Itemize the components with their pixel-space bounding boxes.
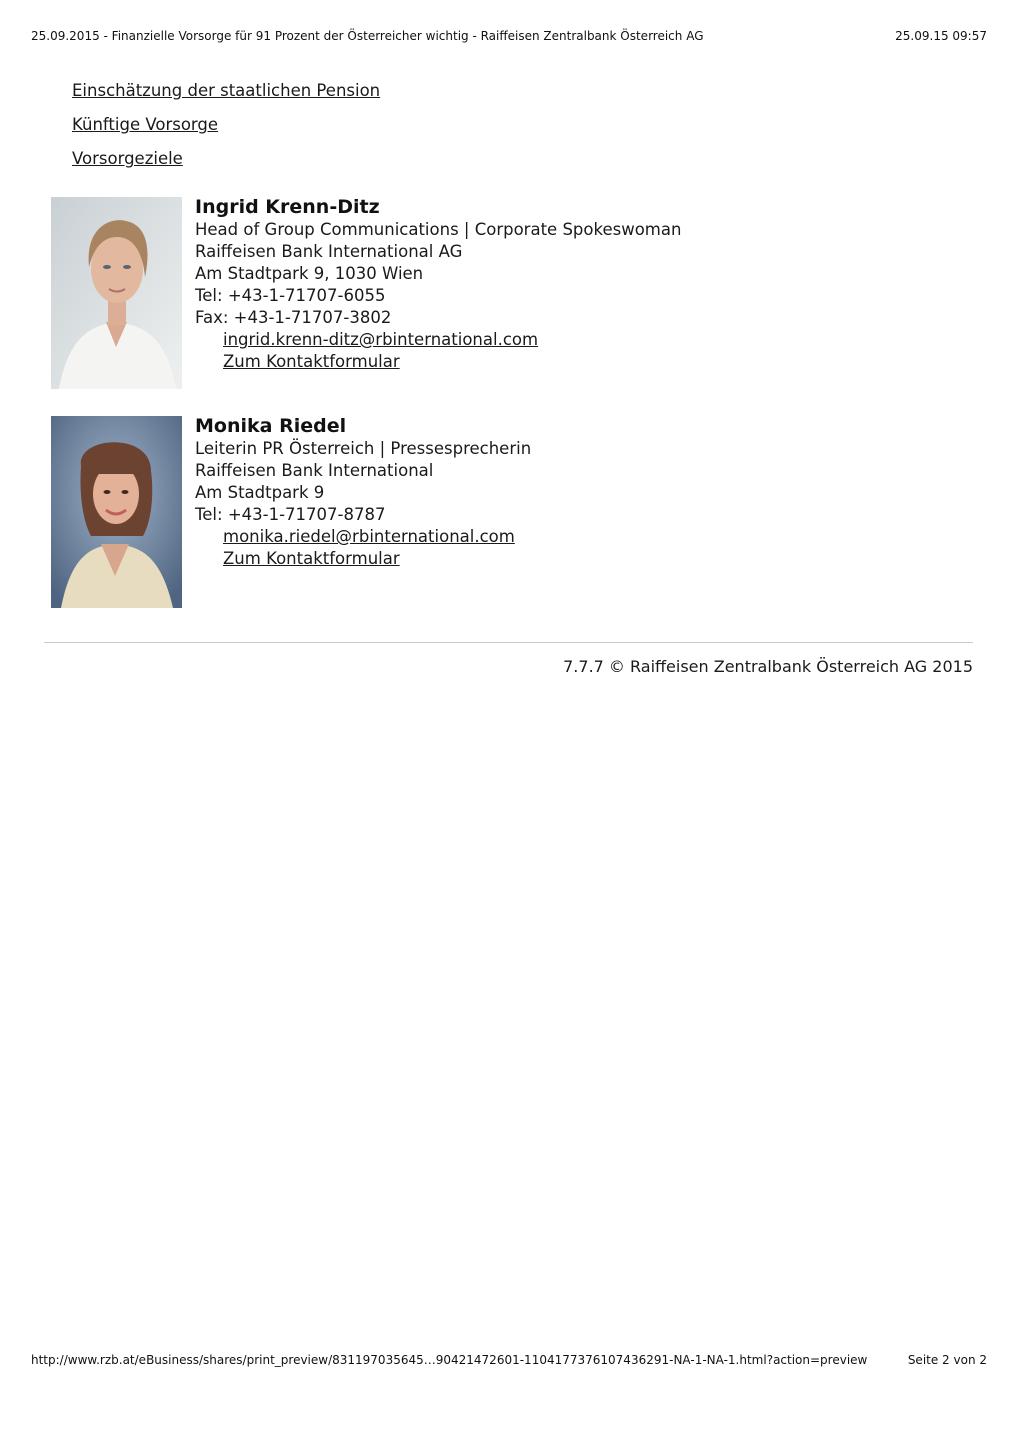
contact-name: Monika Riedel [195,415,347,437]
contact-fax: Fax: +43-1-71707-3802 [195,308,392,327]
contact-email-link[interactable]: monika.riedel@rbinternational.com [223,527,515,546]
contact-company: Raiffeisen Bank International AG [195,242,463,261]
contact-tel: Tel: +43-1-71707-6055 [195,286,386,305]
contact-form-link[interactable]: Zum Kontaktformular [223,549,400,568]
print-footer-url: http://www.rzb.at/eBusiness/shares/print_preview/831197035645…90421472601-1104177376107436291-NA-1-NA-1.html?action=preview [31,1353,868,1367]
copyright: 7.7.7 © Raiffeisen Zentralbank Österreich AG 2015 [563,657,973,676]
contact-photo [51,197,182,389]
contact-info [195,414,531,608]
print-header [31,29,987,43]
contact-photo [51,416,182,608]
link-vorsorgeziele[interactable]: Vorsorgeziele [72,149,183,168]
print-footer-page: Seite 2 von 2 [907,1353,987,1367]
contact-role: Leiterin PR Österreich | Pressesprecherin [195,439,532,458]
contact-info [195,195,681,389]
contact-email-link[interactable]: ingrid.krenn-ditz@rbinternational.com [223,330,539,349]
contact-tel: Tel: +43-1-71707-8787 [195,505,386,524]
contact-name: Ingrid Krenn-Ditz [195,196,380,218]
print-header-datetime: 25.09.15 09:57 [895,29,987,43]
contact-role: Head of Group Communications | Corporate Spokeswoman [195,220,682,239]
link-kuenftige-vorsorge[interactable]: Künftige Vorsorge [72,115,219,134]
contact-card [51,416,531,608]
link-staatliche-pension[interactable]: Einschätzung der staatlichen Pension [72,81,381,100]
related-links [72,80,380,182]
contact-address: Am Stadtpark 9, 1030 Wien [195,264,424,283]
contact-form-link[interactable]: Zum Kontaktformular [223,352,400,371]
contact-address: Am Stadtpark 9 [195,483,325,502]
footer-divider [44,642,973,643]
contact-company: Raiffeisen Bank International [195,461,434,480]
print-header-title: 25.09.2015 - Finanzielle Vorsorge für 91 Prozent der Österreicher wichtig - Raiffeisen Zentralbank Österreich AG [31,29,704,43]
contact-card [51,197,681,389]
print-footer [31,1353,987,1367]
